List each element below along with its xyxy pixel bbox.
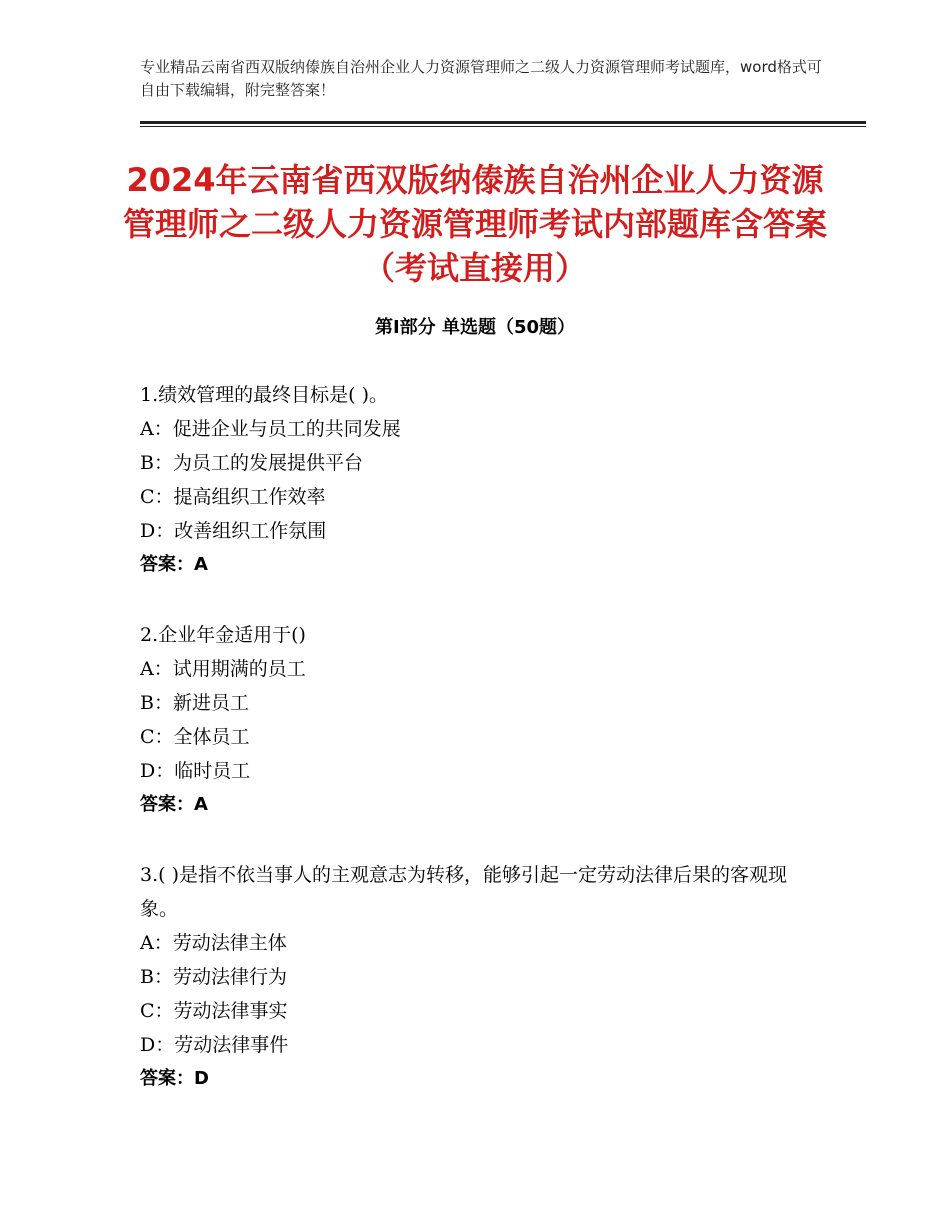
question-stem: 1.绩效管理的最终目标是( )。 — [140, 384, 388, 406]
question-item — [140, 378, 820, 582]
answer-label: 答案：D — [140, 1068, 209, 1089]
option-a: A：促进企业与员工的共同发展 — [140, 418, 401, 440]
answer-label: 答案：A — [140, 554, 208, 575]
question-stem: 3.( )是指不依当事人的主观意志为转移，能够引起一定劳动法律后果的客观现象。 — [140, 864, 787, 920]
document-title: 2024年云南省西双版纳傣族自治州企业人力资源管理师之二级人力资源管理师考试内部题库含答案（考试直接用） — [122, 161, 827, 287]
option-b: B：新进员工 — [140, 692, 249, 714]
option-c: C：劳动法律事实 — [140, 1000, 288, 1022]
option-d: D：临时员工 — [140, 760, 251, 782]
option-b: B：劳动法律行为 — [140, 966, 287, 988]
option-a: A：劳动法律主体 — [140, 932, 287, 954]
header-divider-thick — [140, 121, 866, 124]
option-d: D：改善组织工作氛围 — [140, 520, 327, 542]
option-b: B：为员工的发展提供平台 — [140, 452, 363, 474]
question-list — [140, 378, 820, 1132]
option-c: C：全体员工 — [140, 726, 250, 748]
question-stem: 2.企业年金适用于() — [140, 624, 306, 646]
option-c: C：提高组织工作效率 — [140, 486, 326, 508]
question-item — [140, 618, 820, 822]
header-divider-thin — [140, 126, 866, 127]
option-d: D：劳动法律事件 — [140, 1034, 289, 1056]
option-a: A：试用期满的员工 — [140, 658, 306, 680]
page-header-note: 专业精品云南省西双版纳傣族自治州企业人力资源管理师之二级人力资源管理师考试题库，word格式可自由下载编辑，附完整答案！ — [140, 58, 822, 99]
answer-label: 答案：A — [140, 794, 208, 815]
section-title: 第Ⅰ部分 单选题（50题） — [374, 317, 575, 338]
question-item — [140, 858, 820, 1096]
